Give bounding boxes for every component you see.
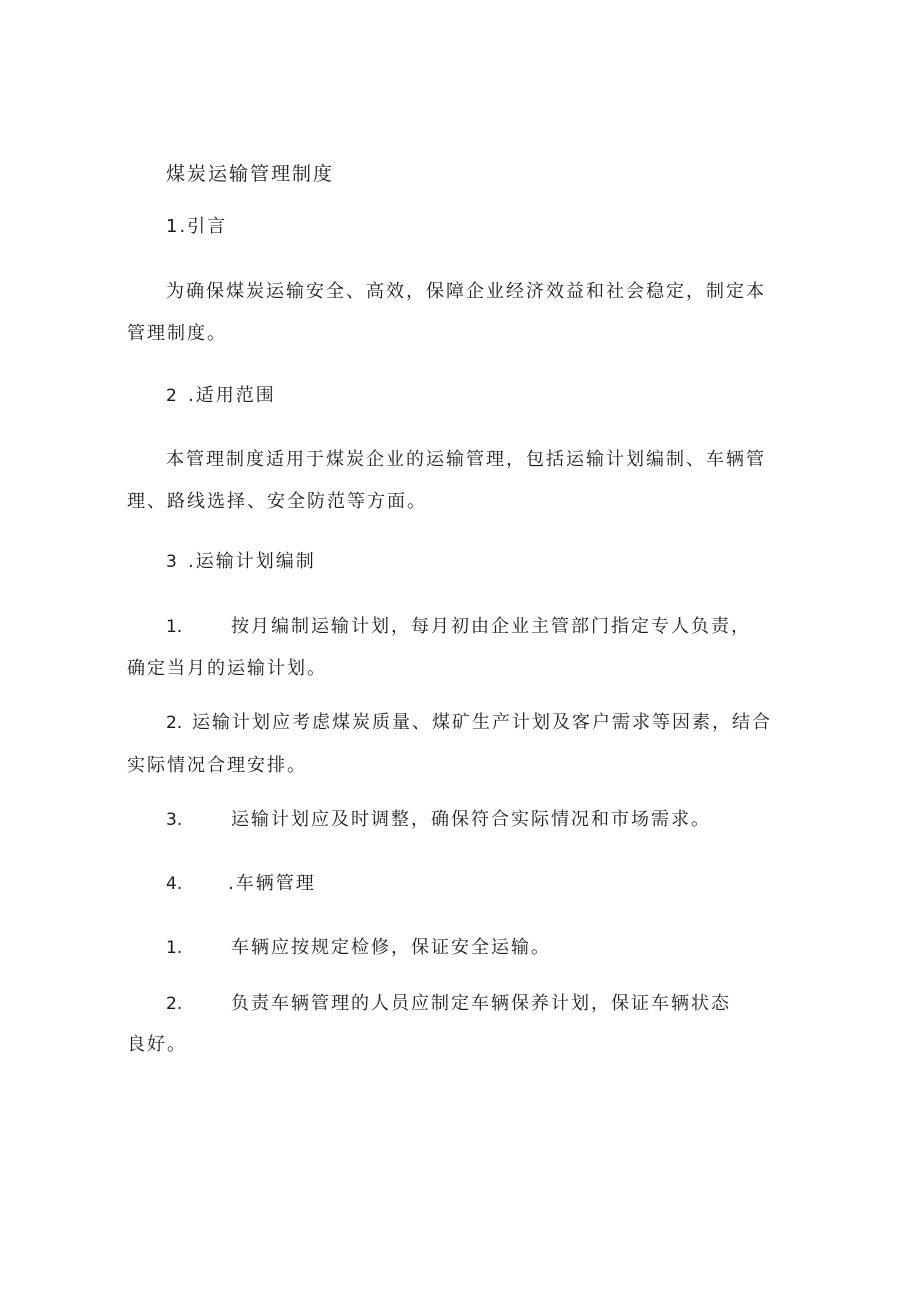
section-4-heading: .车辆管理 xyxy=(228,873,316,894)
section-2-heading: .适用范围 xyxy=(188,385,276,406)
item-3-2-line-2: 实际情况合理安排。 xyxy=(127,755,307,776)
section-2-number: 2 xyxy=(166,386,177,406)
item-4-2-line-2: 良好。 xyxy=(127,1034,187,1055)
item-3-2-line-1: 运输计划应考虑煤炭质量、煤矿生产计划及客户需求等因素，结合 xyxy=(192,712,772,733)
item-3-1-number: 1. xyxy=(166,617,183,637)
section-3-number: 3 xyxy=(166,552,177,572)
item-3-2-number: 2. xyxy=(166,713,183,733)
section-3-heading: .运输计划编制 xyxy=(188,551,316,572)
item-3-3-number: 3. xyxy=(166,810,183,830)
document-title: 煤炭运输管理制度 xyxy=(166,163,335,185)
section-4-number: 4. xyxy=(166,874,183,894)
paragraph-1-line-1: 为确保煤炭运输安全、高效，保障企业经济效益和社会稳定，制定本 xyxy=(166,281,766,302)
item-4-1-line-1: 车辆应按规定检修，保证安全运输。 xyxy=(231,937,551,958)
section-1-heading: 1.引言 xyxy=(166,216,228,237)
item-4-2-number: 2. xyxy=(166,994,183,1014)
item-3-1-line-1: 按月编制运输计划，每月初由企业主管部门指定专人负责， xyxy=(231,616,751,637)
item-4-2-line-1: 负责车辆管理的人员应制定车辆保养计划，保证车辆状态 xyxy=(231,993,731,1014)
paragraph-2-line-2: 理、路线选择、安全防范等方面。 xyxy=(127,491,427,512)
paragraph-1-line-2: 管理制度。 xyxy=(127,323,227,344)
item-3-3-line-1: 运输计划应及时调整，确保符合实际情况和市场需求。 xyxy=(231,809,711,830)
item-3-1-line-2: 确定当月的运输计划。 xyxy=(127,658,327,679)
item-4-1-number: 1. xyxy=(166,938,183,958)
paragraph-2-line-1: 本管理制度适用于煤炭企业的运输管理，包括运输计划编制、车辆管 xyxy=(166,449,766,470)
